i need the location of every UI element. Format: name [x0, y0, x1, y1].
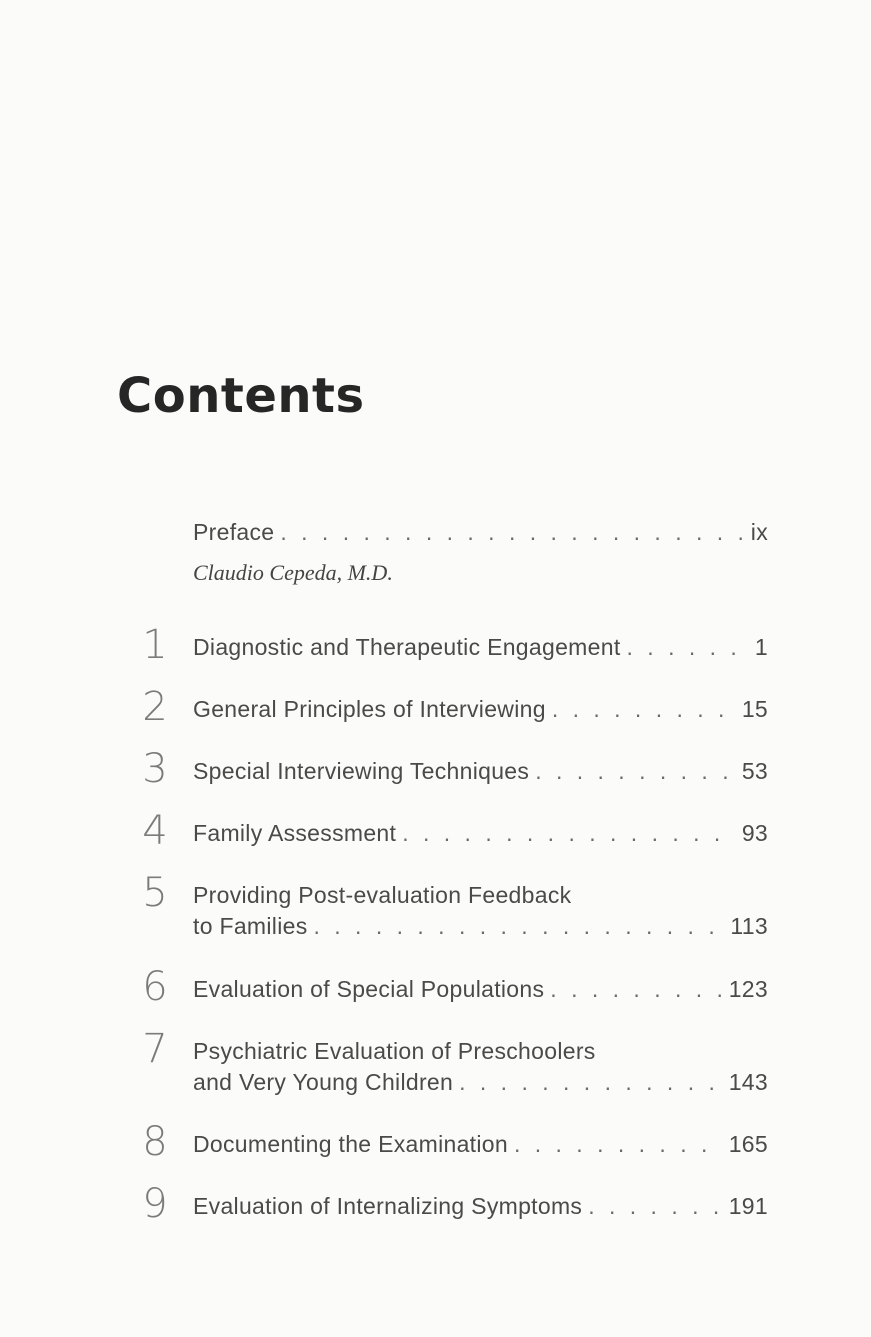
entry-title: General Principles of Interviewing: [193, 696, 546, 722]
dot-leader: [280, 517, 744, 548]
entry-author: Claudio Cepeda, M.D.: [193, 560, 393, 585]
entry-page-number: 53: [741, 758, 768, 784]
dot-leader: [535, 756, 736, 787]
entry-title-line-2: and Very Young Children: [193, 1069, 454, 1095]
toc-entry-preface[interactable]: [193, 517, 768, 588]
entry-title: Documenting the Examination: [193, 1131, 508, 1157]
entry-title: Evaluation of Special Populations: [193, 976, 545, 1002]
entry-title: Preface: [193, 519, 275, 545]
entry-title-line-1: Providing Post-evaluation Feedback: [193, 882, 572, 908]
page-title: Contents: [117, 368, 365, 424]
entry-page-number: 143: [728, 1069, 768, 1095]
entry-page-number: 113: [730, 913, 768, 939]
chapter-number: 9: [142, 1181, 168, 1227]
chapter-number: 7: [142, 1026, 168, 1072]
chapter-number: 6: [142, 964, 168, 1010]
dot-leader: [550, 974, 722, 1005]
chapter-number: 4: [142, 808, 168, 854]
dot-leader: [627, 632, 749, 663]
entry-title: Family Assessment: [193, 820, 397, 846]
entry-title-line-2: to Families: [193, 913, 308, 939]
entry-page-number: 1: [754, 634, 768, 660]
entry-title-line-1: Psychiatric Evaluation of Preschoolers: [193, 1038, 596, 1064]
dot-leader: [552, 694, 736, 725]
entry-title: Diagnostic and Therapeutic Engagement: [193, 634, 621, 660]
entry-title: Special Interviewing Techniques: [193, 758, 530, 784]
chapter-number: 1: [142, 622, 168, 668]
dot-leader: [314, 911, 725, 942]
dot-leader: [588, 1191, 723, 1222]
entry-page-number: 191: [728, 1193, 768, 1219]
chapter-number: 8: [142, 1119, 168, 1165]
entry-page-number: 15: [741, 696, 768, 722]
dot-leader: [514, 1129, 723, 1160]
chapter-number: 5: [142, 870, 168, 916]
dot-leader: [459, 1067, 723, 1098]
entry-page-number: 123: [728, 976, 768, 1002]
dot-leader: [402, 818, 736, 849]
chapter-number: 2: [142, 684, 168, 730]
chapter-number: 3: [142, 746, 168, 792]
entry-page-number: 93: [741, 820, 768, 846]
entry-page-number: ix: [750, 519, 768, 545]
entry-page-number: 165: [728, 1131, 768, 1157]
entry-title: Evaluation of Internalizing Symptoms: [193, 1193, 583, 1219]
